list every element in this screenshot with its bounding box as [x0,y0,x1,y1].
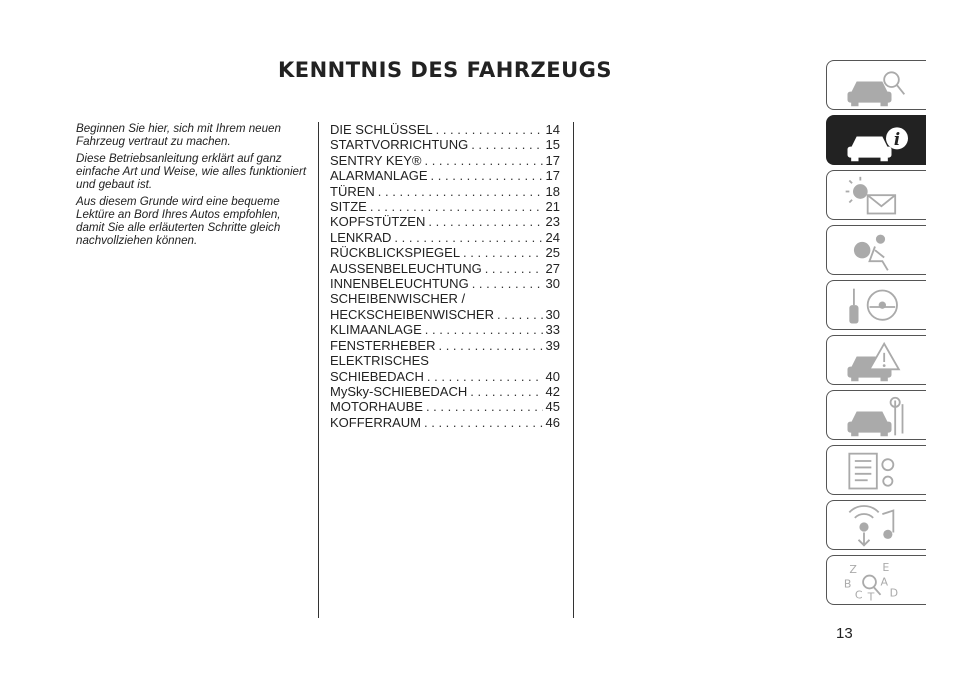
toc-leader-dots [428,214,542,229]
toc-entry-label: DIE SCHLÜSSEL [330,122,433,137]
toc-leader-dots [424,153,542,168]
toc-leader-dots [394,230,542,245]
toc-entry-label: LENKRAD [330,229,392,245]
toc-entry-label: HECKSCHEIBENWISCHER [330,306,494,322]
chapter-tab[interactable] [826,390,926,440]
chapter-tab[interactable] [826,500,926,550]
toc-entry-page: 15 [545,137,560,153]
toc-entry-label: KOFFERRAUM [330,414,421,430]
toc-entry[interactable] [330,338,560,353]
chapter-tab[interactable] [826,335,926,385]
toc-entry-page: 23 [545,214,560,230]
list-settings-icon [839,450,911,494]
toc-entry[interactable] [330,214,560,229]
car-search-icon [839,65,911,109]
toc-entry[interactable] [330,384,560,399]
toc-entry-label-line1[interactable]: ELEKTRISCHES [330,353,429,369]
toc-entry-page: 39 [545,337,560,353]
toc-leader-dots [370,199,543,214]
toc-entry-page: 46 [545,414,560,430]
toc-entry-label: RÜCKBLICKSPIEGEL [330,245,461,261]
toc-entry-page: 30 [545,306,560,322]
page-number: 13 [836,625,853,642]
car-tools-icon [839,395,911,439]
chapter-tab[interactable] [826,60,926,110]
toc-entry-label: KLIMAANLAGE [330,322,422,338]
toc-leader-dots [438,338,542,353]
toc-leader-dots [436,122,543,137]
chapter-tab[interactable] [826,280,926,330]
chapter-tab[interactable] [826,555,926,605]
toc-entry-page: 25 [545,245,560,261]
toc-entry-page: 33 [545,322,560,338]
toc-leader-dots [378,184,543,199]
chapter-tab[interactable] [826,115,926,165]
car-warning-icon [839,340,911,384]
toc-entry[interactable] [330,369,560,384]
toc-entry-label: STARTVORRICHTUNG [330,137,469,153]
car-info-icon [839,120,911,164]
toc-entry[interactable] [330,245,560,260]
toc-entry-label: MOTORHAUBE [330,399,423,415]
toc-entry-page: 27 [545,260,560,276]
toc-entry-page: 45 [545,399,560,415]
svg-text:i: i [893,129,901,149]
toc-entry-label: AUSSENBELEUCHTUNG [330,260,482,276]
chapter-tab[interactable] [826,170,926,220]
toc-entry[interactable] [330,168,560,183]
toc-entry[interactable] [330,230,560,245]
column-divider-right [573,122,574,618]
toc-leader-dots [431,168,543,183]
toc-entry-label: SCHIEBEDACH [330,368,424,384]
toc-entry[interactable] [330,184,560,199]
intro-text [76,122,308,251]
toc-entry-label: SITZE [330,199,367,215]
key-steering-wheel-icon [839,285,911,329]
page-title: KENNTNIS DES FAHRZEUGS [277,58,613,82]
toc-leader-dots [426,399,543,414]
toc-entry-page: 17 [545,152,560,168]
toc-entry[interactable] [330,399,560,414]
toc-entry[interactable] [330,322,560,337]
toc-entry-page: 17 [545,168,560,184]
toc-entry[interactable] [330,307,560,322]
toc-leader-dots [470,384,542,399]
toc-leader-dots [427,369,543,384]
toc-entry-label-line1[interactable]: SCHEIBENWISCHER / [330,291,466,307]
table-of-contents [330,122,560,430]
toc-leader-dots [471,137,542,152]
toc-entry[interactable] [330,137,560,152]
svg-text:ZEBACTD: Z E B A C T D [843,561,899,604]
toc-entry-page: 40 [545,368,560,384]
toc-entry[interactable] [330,276,560,291]
toc-leader-dots [424,415,543,430]
intro-paragraph: Beginnen Sie hier, sich mit Ihrem neuen Fahrzeug vertraut zu machen. [76,122,281,148]
toc-entry-label: INNENBELEUCHTUNG [330,276,469,292]
toc-entry-label: SENTRY KEY® [330,152,422,168]
toc-entry-label: FENSTERHEBER [330,337,436,353]
chapter-tab[interactable] [826,445,926,495]
toc-entry-page: 14 [545,122,560,137]
toc-leader-dots [425,322,543,337]
toc-entry-page: 24 [545,229,560,245]
intro-paragraph: Aus diesem Grunde wird eine bequeme Lektüre an Bord Ihres Autos empfohlen, damit Sie alle erläuterten Schritte gleich nachvollziehen können. [76,195,281,247]
toc-entry-label: KOPFSTÜTZEN [330,214,426,230]
warning-light-message-icon [839,175,911,219]
toc-leader-dots [497,307,543,322]
airbag-seat-icon [839,230,911,274]
column-divider-left [318,122,319,618]
toc-leader-dots [472,276,543,291]
toc-leader-dots [463,245,542,260]
toc-entry-page: 18 [545,183,560,199]
toc-entry-label: TÜREN [330,183,375,199]
intro-paragraph: Diese Betriebsanleitung erklärt auf ganz einfache Art und Weise, wie alles funktioniert und gebaut ist. [76,152,307,191]
alphabetical-index-icon [839,560,911,604]
toc-entry[interactable] [330,153,560,168]
toc-entry-label: MySky-SCHIEBEDACH [330,383,468,399]
multimedia-icon [839,505,911,549]
chapter-tab[interactable] [826,225,926,275]
toc-entry[interactable] [330,199,560,214]
toc-entry[interactable] [330,261,560,276]
toc-entry[interactable] [330,122,560,137]
toc-entry-page: 30 [545,276,560,292]
toc-entry-page: 21 [545,199,560,215]
toc-leader-dots [485,261,543,276]
toc-entry-label: ALARMANLAGE [330,168,428,184]
toc-entry[interactable] [330,415,560,430]
toc-entry-page: 42 [545,383,560,399]
